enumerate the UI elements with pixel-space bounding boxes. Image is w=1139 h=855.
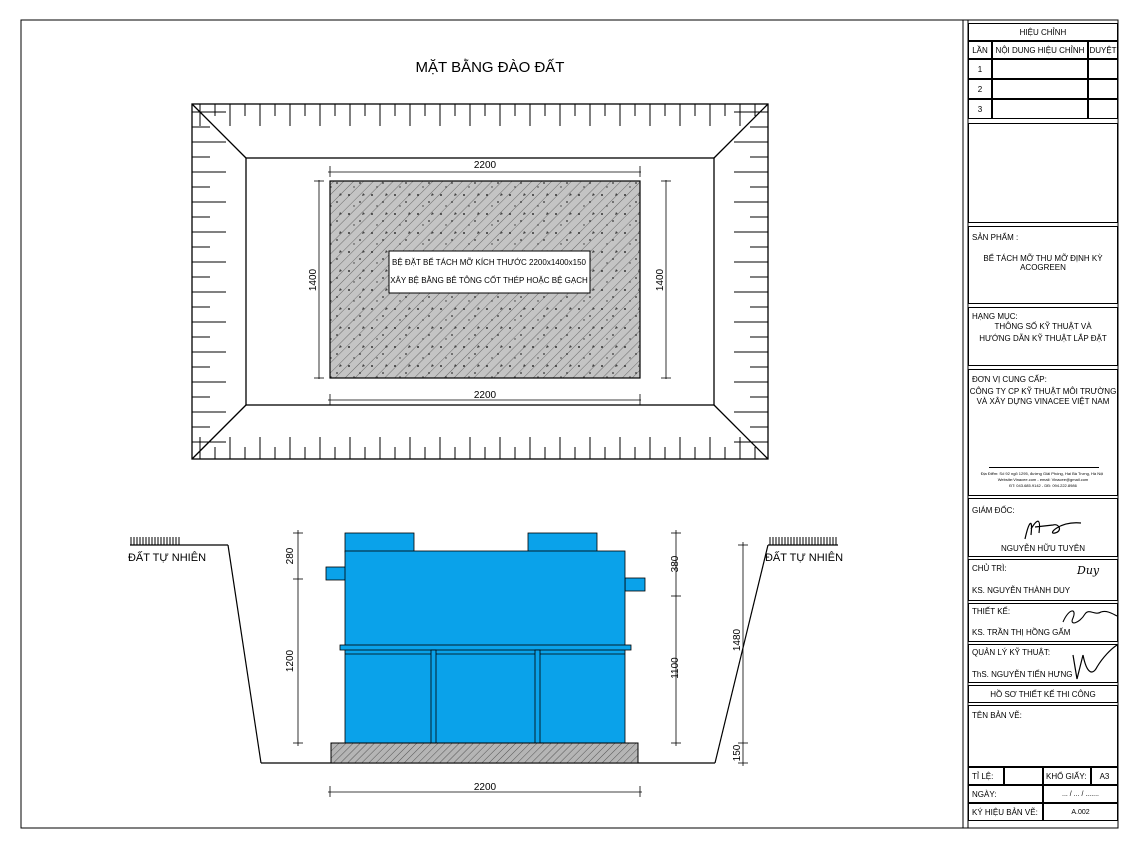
revision-row-1: 1: [968, 59, 992, 79]
director-signature: [1019, 513, 1089, 543]
product-value-1: BỂ TÁCH MỠ THU MỠ ĐỊNH KỲ: [983, 254, 1103, 263]
tank-rib-left: [431, 650, 436, 743]
category-box: [968, 307, 1118, 366]
date-value: ... / ... / .......: [1043, 785, 1118, 803]
designer-box: [968, 603, 1118, 642]
director-name: NGUYỄN HỮU TUYÊN: [1000, 544, 1086, 553]
title-block: [968, 23, 1118, 828]
tech-manager-name: ThS. NGUYỄN TIẾN HƯNG: [972, 670, 1073, 679]
drawing-code-value: A.002: [1043, 803, 1118, 821]
supplier-label: ĐƠN VỊ CUNG CẤP:: [972, 375, 1047, 384]
ground-label-right: ĐẤT TỰ NHIÊN: [764, 552, 844, 564]
revision-row-3-content: [992, 99, 1088, 119]
supplier-value-1: CÔNG TY CP KỸ THUẬT MÔI TRƯỜNG: [969, 387, 1117, 396]
tech-manager-label: QUẢN LÝ KỸ THUẬT:: [972, 648, 1051, 657]
revision-row-2-approve: [1088, 79, 1118, 99]
director-label: GIÁM ĐỐC:: [972, 506, 1015, 515]
tank-outlet-pipe: [625, 578, 645, 591]
date-label: NGÀY:: [968, 785, 1043, 803]
drawing-code-label: KÝ HIỆU BẢN VẼ:: [968, 803, 1043, 821]
supplier-contact-3: ĐT: 043.685.9142 - DĐ: 094.222.8986: [1009, 483, 1077, 488]
supplier-divider: [989, 467, 1099, 468]
scale-value: [1004, 767, 1043, 785]
dim-280: 280: [285, 547, 296, 565]
revision-row-3: 3: [968, 99, 992, 119]
ground-hatch: [131, 537, 836, 545]
dim-1100: 1100: [670, 657, 681, 679]
paper-size-value: A3: [1091, 767, 1118, 785]
ground-label-left: ĐẤT TỰ NHIÊN: [127, 552, 207, 564]
tank-manhole-left: [345, 533, 414, 552]
revision-row-3-approve: [1088, 99, 1118, 119]
tank-inlet-pipe: [326, 567, 346, 580]
stamp-box: [968, 123, 1118, 223]
revision-row-1-content: [992, 59, 1088, 79]
dossier-title: HỒ SƠ THIẾT KẾ THI CÔNG: [968, 685, 1118, 703]
supplier-contact-1: Địa Điểm: Số 92 ngõ 1295, đường Giải Phóng, Hai Bà Trưng, Hà Nội: [980, 471, 1104, 476]
dim-150: 150: [732, 744, 743, 762]
product-label: SẢN PHẨM :: [972, 233, 1019, 242]
plan-note-line1: BỆ ĐẶT BỂ TÁCH MỠ KÍCH THƯỚC 2200x1400x150: [392, 258, 586, 267]
concrete-pad-section: [331, 743, 638, 763]
revision-col-content: NỘI DUNG HIỆU CHỈNH: [992, 41, 1088, 59]
plan-title: MẶT BẰNG ĐÀO ĐẤT: [415, 59, 565, 76]
revision-col-lan: LẦN: [968, 41, 992, 59]
supplier-contact-2: Website:Vinacee.com - email: Vinacee@gmail.com: [997, 477, 1089, 482]
lead-label: CHỦ TRÌ:: [972, 564, 1007, 573]
revision-row-1-approve: [1088, 59, 1118, 79]
category-value-1: THÔNG SỐ KỸ THUẬT VÀ: [994, 322, 1092, 331]
plan-note-line2: XÂY BỆ BẰNG BÊ TÔNG CỐT THÉP HOẶC BỆ GẠCH: [390, 276, 588, 285]
plan-dim-right: 1400: [655, 268, 666, 292]
tech-manager-box: [968, 644, 1118, 683]
lead-signature: Duy: [1077, 564, 1100, 577]
dim-380: 380: [670, 555, 681, 573]
designer-label: THIẾT KẾ:: [972, 607, 1011, 616]
plan-dim-bottom: 2200: [473, 390, 497, 401]
revision-row-2-content: [992, 79, 1088, 99]
supplier-value-2: VÀ XÂY DỰNG VINACEE VIỆT NAM: [976, 397, 1110, 406]
director-box: [968, 498, 1118, 557]
product-box: [968, 226, 1118, 304]
dim-bottom-2200: 2200: [473, 782, 497, 793]
revision-row-2: 2: [968, 79, 992, 99]
plan-dim-left: 1400: [308, 268, 319, 292]
supplier-box: [968, 369, 1118, 496]
tech-manager-signature: [1067, 645, 1119, 683]
lead-name: KS. NGUYỄN THÀNH DUY: [972, 586, 1071, 595]
tank-band: [340, 645, 631, 650]
designer-name: KS. TRẦN THỊ HỒNG GẤM: [972, 628, 1071, 637]
dim-1200: 1200: [285, 649, 296, 673]
plan-dim-top: 2200: [473, 160, 497, 171]
lead-box: [968, 559, 1118, 601]
category-value-2: HƯỚNG DẪN KỸ THUẬT LẮP ĐẶT: [979, 334, 1107, 343]
drawing-name-box: [968, 705, 1118, 767]
scale-label: TỈ LỆ:: [968, 767, 1004, 785]
revision-header: HIỆU CHỈNH: [968, 23, 1118, 41]
category-label: HẠNG MỤC:: [972, 312, 1018, 321]
dim-1480: 1480: [732, 628, 743, 652]
grease-trap-tank: [326, 533, 645, 743]
product-value-2: ACOGREEN: [1020, 263, 1066, 272]
tank-rib-right: [535, 650, 540, 743]
revision-col-approve: DUYỆT: [1088, 41, 1118, 59]
paper-size-label: KHỔ GIẤY:: [1043, 767, 1091, 785]
designer-signature: [1059, 604, 1119, 629]
drawing-name-label: TÊN BẢN VẼ:: [972, 711, 1022, 720]
tank-manhole-right: [528, 533, 597, 552]
